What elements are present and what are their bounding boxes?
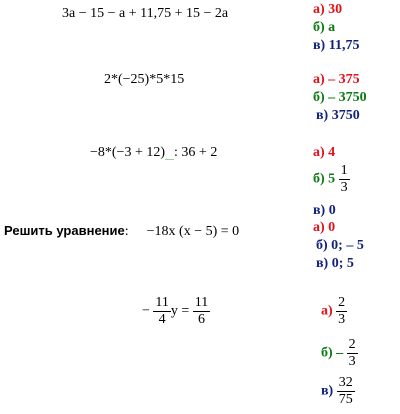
- q5-equation: − $\frac{11}{4}$ y = $\frac{11}{6}$: [142, 295, 209, 327]
- q4-option-a: а) 0: [313, 220, 336, 235]
- q1-expression: 3a − 15 − a + 11,75 + 15 − 2a: [62, 6, 229, 21]
- q3-option-b: б) 5 $\frac{1}{3}$: [313, 163, 348, 195]
- q4-equation: −18x (x − 5) = 0: [146, 224, 240, 239]
- q4-option-b: б) 0; – 5: [316, 238, 364, 253]
- q1-option-b: б) а: [313, 20, 336, 35]
- q3-expression: $-8*(-3 + 12)_﹏$: 36 + 2: [90, 145, 218, 161]
- q2-expression: 2*(−25)*5*15: [104, 72, 185, 87]
- spellcheck-mark: ﹏: [165, 151, 175, 161]
- q1-option-a: а) 30: [313, 2, 343, 17]
- q4-row: Решить уравнение: −18x (x − 5) = 0: [4, 223, 240, 239]
- q1-option-c: в) 11,75: [313, 38, 360, 53]
- q3-option-a: а) 4: [313, 145, 336, 160]
- q2-option-b: б) – 3750: [313, 90, 367, 105]
- q2-option-c: в) 3750: [316, 108, 360, 123]
- q5-option-a: а) $\frac{2}{3}$: [321, 295, 346, 327]
- q2-option-a: а) – 375: [313, 72, 360, 87]
- q4-option-c: в) 0; 5: [316, 256, 354, 271]
- q5-option-b: б) – $\frac{2}{3}$: [321, 337, 356, 369]
- q4-label: Решить уравнение: [4, 223, 125, 238]
- q3-option-c: в) 0: [313, 203, 336, 218]
- q5-option-c: в) $\frac{32}{75}$: [321, 375, 353, 407]
